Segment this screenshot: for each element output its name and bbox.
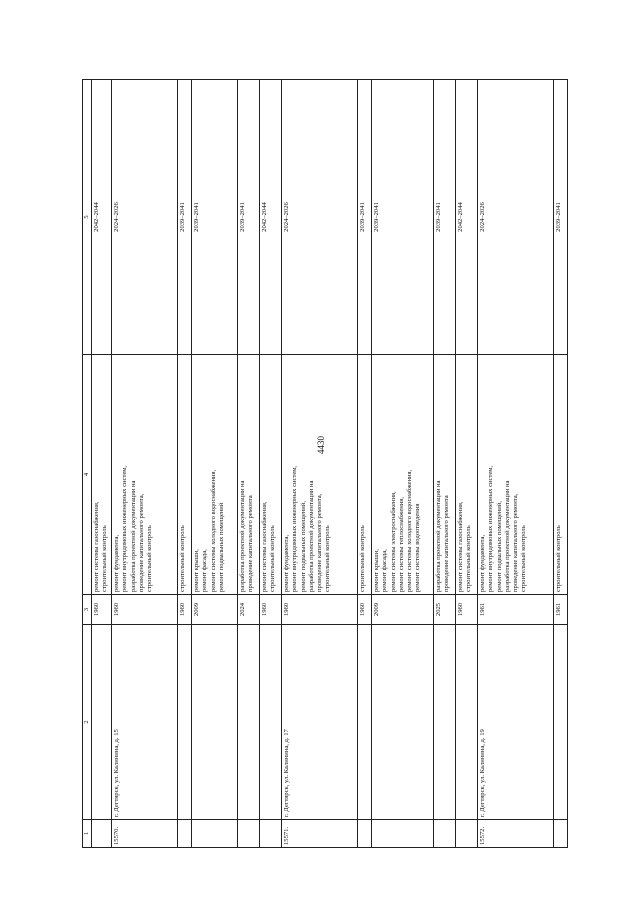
work-item: строительный контроль <box>179 525 187 592</box>
work-item: разработка проектной документации на <box>239 480 247 592</box>
header-row <box>83 80 92 848</box>
period-cell: 2042–2044 <box>456 80 478 355</box>
period-cell: 2042–2044 <box>260 80 282 355</box>
work-item: ремонт подвальных помещений, <box>299 501 307 592</box>
period-cell: 2024–2026 <box>112 80 178 355</box>
work-item: ремонт системы газоснабжения, <box>93 501 101 592</box>
table-row <box>112 80 178 848</box>
year-cell: 1961 <box>554 595 568 625</box>
work-item: проведение капитального ремонта, <box>316 493 324 592</box>
work-item: разработка проектной документации на <box>129 480 137 592</box>
work-item: ремонт системы холодного водоснабжения, <box>209 469 217 592</box>
address-cell: г. Дегтярск, ул. Калинина, д. 15 <box>112 625 178 820</box>
work-item: ремонт системы водоотведения <box>414 503 422 592</box>
work-item: строительный контроль <box>465 525 473 592</box>
work-item: ремонт подвальных помещений <box>217 502 225 592</box>
address-cell <box>238 625 260 820</box>
work-item: ремонт внутридомовых инженерных систем, <box>291 465 299 592</box>
year-cell: 2009 <box>192 595 238 625</box>
work-item: проведение капитального ремонта, <box>512 493 520 592</box>
work-item: проведение капитального ремонта, <box>137 493 145 592</box>
table-row <box>434 80 456 848</box>
work-item: ремонт внутридомовых инженерных систем, <box>487 465 495 592</box>
work-item: ремонт крыши, <box>373 549 381 592</box>
page-number: 4430 <box>316 436 326 454</box>
year-cell: 1960 <box>112 595 178 625</box>
row-number <box>434 820 456 848</box>
year-cell: 1960 <box>358 595 372 625</box>
period-cell: 2039–2041 <box>178 80 192 355</box>
works-cell <box>178 355 192 595</box>
work-item: ремонт фасада, <box>201 549 209 592</box>
year-cell: 1960 <box>456 595 478 625</box>
row-number <box>358 820 372 848</box>
rotated-sheet <box>82 80 590 848</box>
work-item: разработка проектной документации на <box>435 480 443 592</box>
row-number <box>238 820 260 848</box>
table-row <box>192 80 238 848</box>
works-cell <box>238 355 260 595</box>
works-cell <box>434 355 456 595</box>
works-cell <box>260 355 282 595</box>
works-cell <box>92 355 112 595</box>
row-number <box>554 820 568 848</box>
work-item: ремонт крыши, <box>193 549 201 592</box>
work-item: разработка проектной документации на <box>307 480 315 592</box>
period-cell: 2042–2044 <box>92 80 112 355</box>
address-cell <box>434 625 456 820</box>
period-cell: 2039–2041 <box>238 80 260 355</box>
work-item: ремонт системы газоснабжения, <box>261 501 269 592</box>
work-item: строительный контроль <box>101 525 109 592</box>
works-cell <box>282 355 358 595</box>
work-item: строительный контроль <box>269 525 277 592</box>
table-row <box>260 80 282 848</box>
row-number: 15570. <box>112 820 178 848</box>
row-number: 15572. <box>478 820 554 848</box>
period-cell: 2039–2041 <box>192 80 238 355</box>
works-cell <box>192 355 238 595</box>
address-cell <box>554 625 568 820</box>
work-item: ремонт системы холодного водоснабжения, <box>406 469 414 592</box>
header-col-4: 4 <box>83 355 92 595</box>
address-cell <box>92 625 112 820</box>
row-number <box>192 820 238 848</box>
table-row <box>358 80 372 848</box>
address-cell <box>192 625 238 820</box>
work-item: проведение капитального ремонта <box>247 495 255 592</box>
period-cell: 2024–2026 <box>478 80 554 355</box>
works-cell <box>456 355 478 595</box>
table-row <box>92 80 112 848</box>
row-number <box>456 820 478 848</box>
period-cell: 2024–2026 <box>282 80 358 355</box>
works-cell <box>358 355 372 595</box>
period-cell: 2039–2041 <box>358 80 372 355</box>
row-number <box>178 820 192 848</box>
address-cell: г. Дегтярск, ул. Калинина, д. 19 <box>478 625 554 820</box>
row-number <box>92 820 112 848</box>
table-row <box>238 80 260 848</box>
row-number <box>372 820 434 848</box>
work-item: строительный контроль <box>359 525 367 592</box>
works-cell <box>372 355 434 595</box>
table-container <box>82 80 590 848</box>
work-item: разработка проектной документации на <box>503 480 511 592</box>
works-cell <box>554 355 568 595</box>
works-cell <box>478 355 554 595</box>
work-item: ремонт системы газоснабжения, <box>457 501 465 592</box>
work-item: строительный контроль <box>555 525 563 592</box>
table-row <box>456 80 478 848</box>
table-row <box>554 80 568 848</box>
address-cell <box>178 625 192 820</box>
address-cell: г. Дегтярск, ул. Калинина, д. 17 <box>282 625 358 820</box>
table-row <box>372 80 434 848</box>
work-item: ремонт системы электроснабжения, <box>389 491 397 592</box>
year-cell: 2024 <box>238 595 260 625</box>
capital-repair-table <box>82 79 568 848</box>
year-cell: 2009 <box>372 595 434 625</box>
works-cell <box>112 355 178 595</box>
header-col-5: 5 <box>83 80 92 355</box>
period-cell: 2039–2041 <box>372 80 434 355</box>
row-number: 15571. <box>282 820 358 848</box>
year-cell: 1960 <box>260 595 282 625</box>
table-row <box>178 80 192 848</box>
work-item: строительный контроль <box>324 525 332 592</box>
work-item: ремонт фасада, <box>381 549 389 592</box>
table-row <box>478 80 554 848</box>
work-item: ремонт подвальных помещений, <box>495 501 503 592</box>
year-cell: 1960 <box>92 595 112 625</box>
address-cell <box>358 625 372 820</box>
header-col-1: 1 <box>83 820 92 848</box>
work-item: проведение капитального ремонта <box>443 495 451 592</box>
period-cell: 2039–2041 <box>554 80 568 355</box>
year-cell: 1960 <box>282 595 358 625</box>
work-item: ремонт системы теплоснабжения, <box>397 497 405 592</box>
header-col-3: 3 <box>83 595 92 625</box>
work-item: ремонт фундамента, <box>113 534 121 592</box>
header-col-2: 2 <box>83 625 92 820</box>
work-item: строительный контроль <box>520 525 528 592</box>
address-cell <box>456 625 478 820</box>
period-cell: 2039–2041 <box>434 80 456 355</box>
year-cell: 1960 <box>178 595 192 625</box>
address-cell <box>372 625 434 820</box>
table-row <box>282 80 358 848</box>
work-item: строительный контроль <box>146 525 154 592</box>
work-item: ремонт фундамента, <box>283 534 291 592</box>
work-item: ремонт внутридомовых инженерных систем, <box>121 465 129 592</box>
address-cell <box>260 625 282 820</box>
year-cell: 2025 <box>434 595 456 625</box>
work-item: ремонт фундамента, <box>479 534 487 592</box>
row-number <box>260 820 282 848</box>
year-cell: 1961 <box>478 595 554 625</box>
